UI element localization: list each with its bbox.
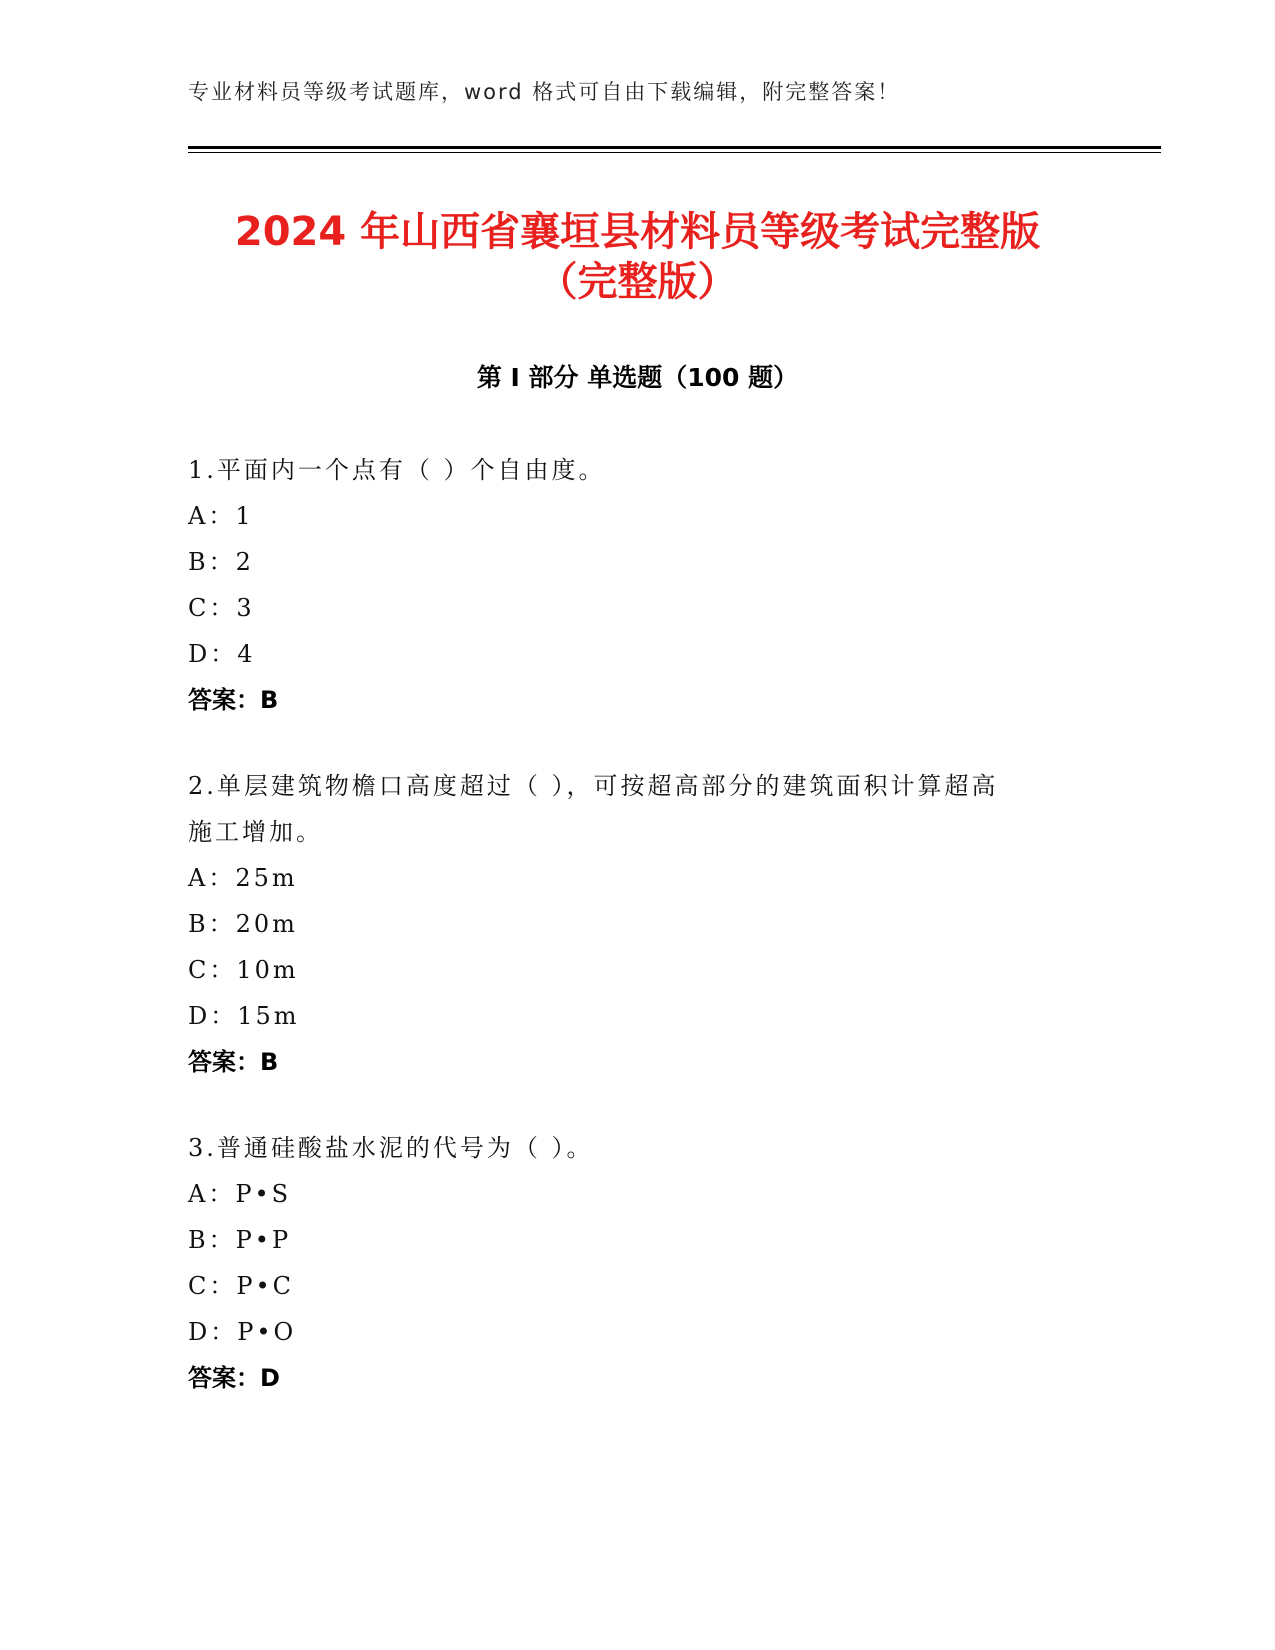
question-option	[188, 993, 1078, 1039]
option-text: P•C	[236, 1272, 295, 1300]
option-text: P•O	[237, 1318, 297, 1346]
option-key: C：	[188, 956, 237, 984]
option-key: A：	[188, 864, 236, 892]
option-key: A：	[188, 502, 236, 530]
question-stem: 3.普通硅酸盐水泥的代号为（ ）。	[188, 1134, 594, 1162]
question-option	[188, 947, 1078, 993]
option-text: 20m	[235, 910, 298, 938]
question	[188, 1125, 1078, 1401]
option-text: 4	[237, 640, 256, 668]
document-title-line1: 2024 年山西省襄垣县材料员等级考试完整版	[234, 209, 1041, 255]
header-rule-thick	[188, 146, 1161, 149]
question-stem: 1.平面内一个点有（ ）个自由度。	[188, 456, 606, 484]
option-key: B：	[188, 910, 236, 938]
header-note: 专业材料员等级考试题库，word 格式可自由下载编辑，附完整答案！	[188, 80, 901, 104]
question-list	[188, 447, 1078, 1441]
option-text: 25m	[235, 864, 298, 892]
question-option	[188, 1263, 1078, 1309]
option-text: 1	[235, 502, 254, 530]
option-key: B：	[188, 1226, 236, 1254]
question-option	[188, 539, 1078, 585]
question-option	[188, 493, 1078, 539]
question-stem: 2.单层建筑物檐口高度超过（ ），可按超高部分的建筑面积计算超高	[188, 772, 999, 800]
header-rule-thin	[188, 152, 1161, 153]
question-option	[188, 1309, 1078, 1355]
option-text: P•S	[235, 1180, 292, 1208]
option-key: C：	[188, 1272, 237, 1300]
option-text: 15m	[237, 1002, 300, 1030]
option-text: 3	[236, 594, 255, 622]
question-option	[188, 1217, 1078, 1263]
section-heading: 第 I 部分 单选题（100 题）	[476, 363, 799, 392]
question-answer: 答案：D	[188, 1364, 280, 1392]
option-text: 2	[235, 548, 254, 576]
option-text: 10m	[236, 956, 299, 984]
question-option	[188, 585, 1078, 631]
option-key: A：	[188, 1180, 236, 1208]
question-answer: 答案：B	[188, 686, 279, 714]
question-answer: 答案：B	[188, 1048, 279, 1076]
question-option	[188, 1171, 1078, 1217]
question-option	[188, 901, 1078, 947]
question-option	[188, 855, 1078, 901]
option-text: P•P	[235, 1226, 292, 1254]
question-option	[188, 631, 1078, 677]
option-key: D：	[188, 1318, 238, 1346]
option-key: D：	[188, 1002, 238, 1030]
question	[188, 763, 1078, 1085]
option-key: B：	[188, 548, 236, 576]
question	[188, 447, 1078, 723]
question-stem-continued: 施工增加。	[188, 818, 323, 846]
document-title-line2: （完整版）	[537, 259, 738, 305]
option-key: D：	[188, 640, 238, 668]
option-key: C：	[188, 594, 237, 622]
